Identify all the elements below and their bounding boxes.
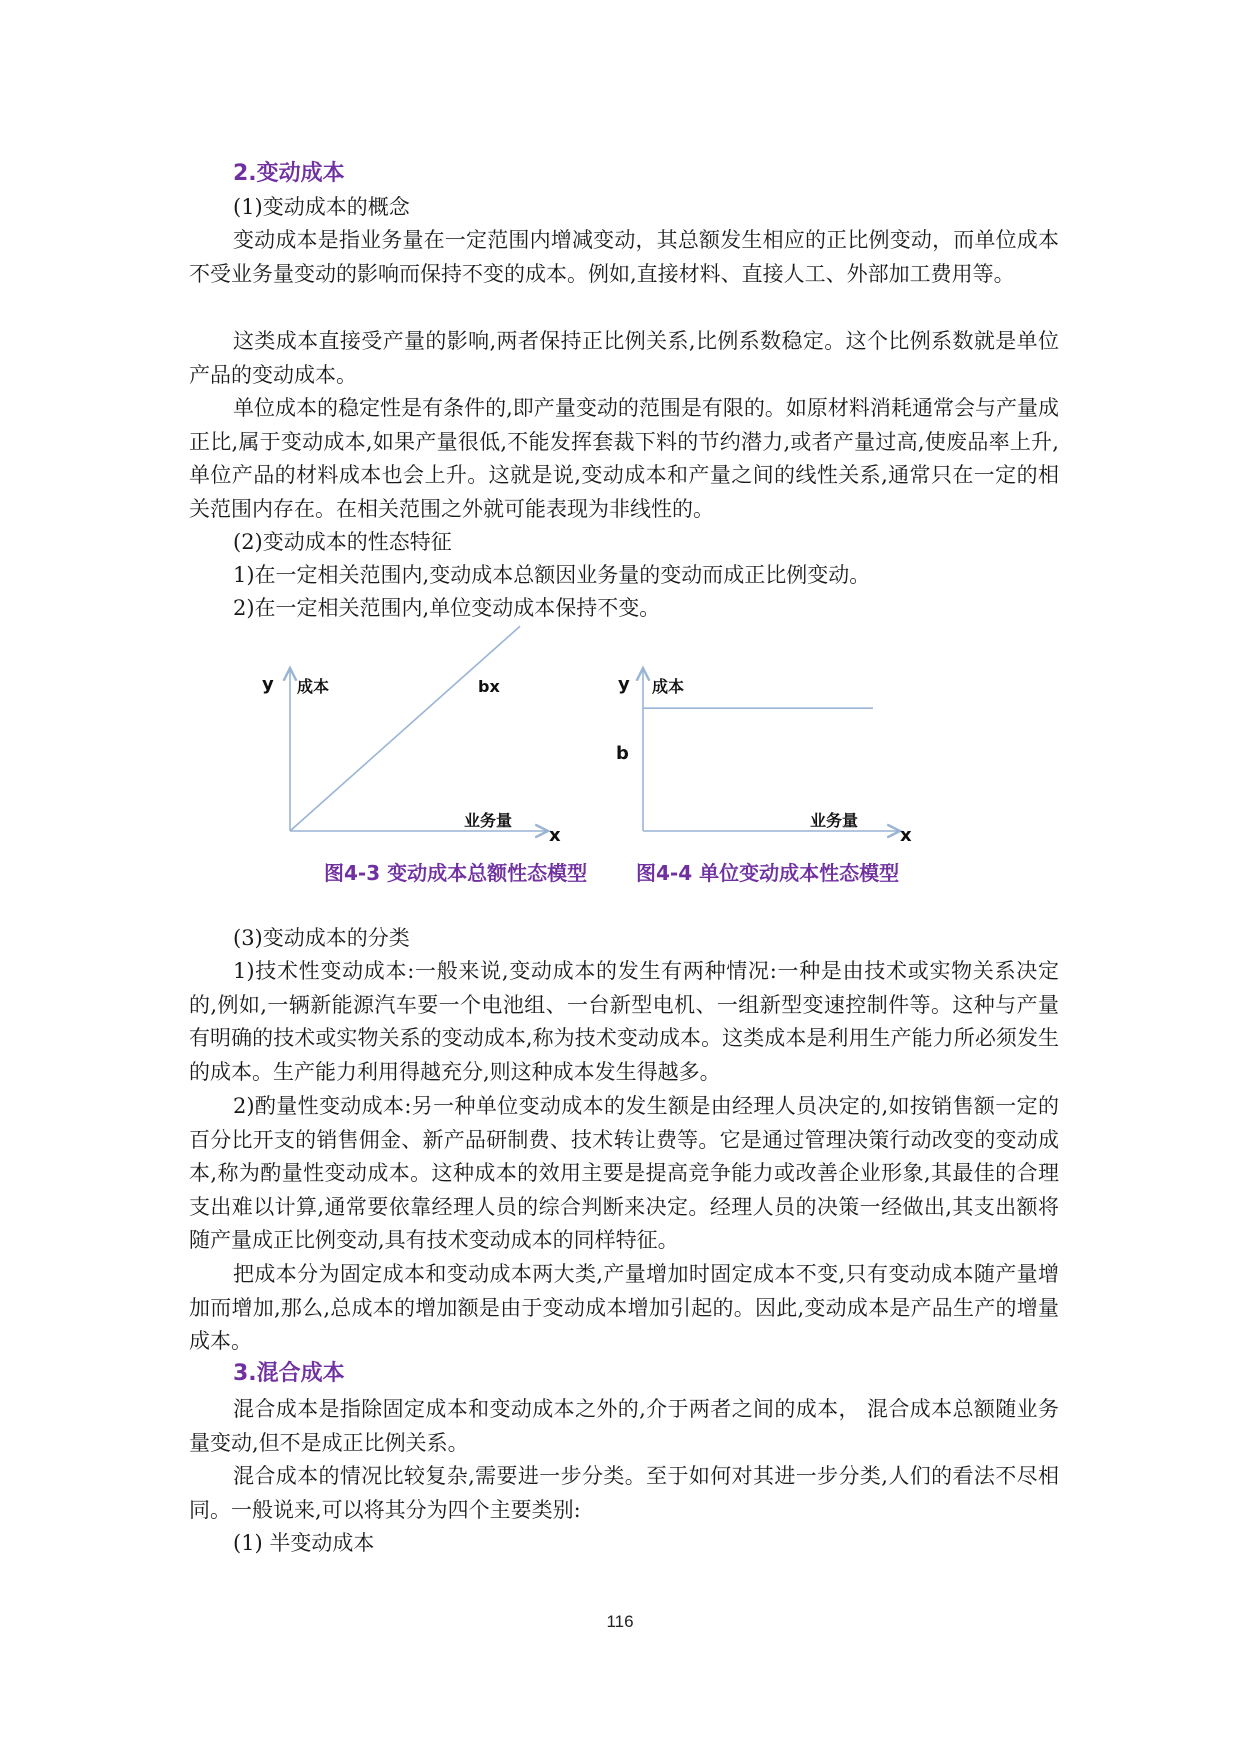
trait-item-2: 2)在一定相关范围内,单位变动成本保持不变。 <box>233 596 661 620</box>
fig1-series <box>290 626 520 831</box>
fig2-caption: 图4-4 单位变动成本性态模型 <box>636 861 900 885</box>
subsection-title-classification: (3)变动成本的分类 <box>233 926 410 950</box>
fig2-y-axis-letter: y <box>618 674 630 695</box>
section-heading-variable-cost: 2.变动成本 <box>233 161 345 186</box>
subsection-title-concept: (1)变动成本的概念 <box>233 195 410 219</box>
fig1-y-axis-label: 成本 <box>297 677 330 696</box>
paragraph-definition: 变动成本是指业务量在一定范围内增减变动，其总额发生相应的正比例变动，而单位成本不受业务量变动的影响而保持不变的成本。例如,直接材料、直接人工、外部加工费用等。 <box>189 228 1059 286</box>
trait-item-1: 1)在一定相关范围内,变动成本总额因业务量的变动而成正比例变动。 <box>233 563 871 587</box>
mixed-cost-item-1: (1) 半变动成本 <box>233 1531 375 1555</box>
fig2-level-label: b <box>616 743 629 764</box>
paragraph-mixed-categories: 混合成本的情况比较复杂,需要进一步分类。至于如何对其进一步分类,人们的看法不尽相同。一般说来,可以将其分为四个主要类别: <box>189 1464 1059 1522</box>
fig1-line-bx <box>290 626 520 831</box>
fig1-y-axis-letter: y <box>262 674 274 695</box>
fig1-x-axis-label: 业务量 <box>464 811 513 830</box>
page-number: 116 <box>606 1612 634 1631</box>
fig1-x-axis-letter: x <box>549 825 561 846</box>
fig2-x-axis-label: 业务量 <box>810 811 859 830</box>
section-heading-mixed-cost: 3.混合成本 <box>233 1361 345 1386</box>
fig2-x-axis-letter: x <box>900 825 912 846</box>
paragraph-proportional: 这类成本直接受产量的影响,两者保持正比例关系,比例系数稳定。这个比例系数就是单位产品的变动成本。 <box>189 329 1059 387</box>
fig2-y-axis-label: 成本 <box>652 677 685 696</box>
paragraph-summary: 把成本分为固定成本和变动成本两大类,产量增加时固定成本不变,只有变动成本随产量增加而增加,那么,总成本的增加额是由于变动成本增加引起的。因此,变动成本是产品生产的增量成本。 <box>189 1262 1059 1353</box>
paragraph-technical-variable-cost: 1)技术性变动成本:一般来说,变动成本的发生有两种情况:一种是由技术或实物关系决定的,例如,一辆新能源汽车要一个电池组、一台新型电机、一组新型变速控制件等。这种与产量有明确的技术或实物关系的变动成本,称为技术变动成本。这类成本是利用生产能力所必须发生的成本。生产能力利用得越充分,则这种成本发生得越多。 <box>189 959 1059 1084</box>
paragraph-stability: 单位成本的稳定性是有条件的,即产量变动的范围是有限的。如原材料消耗通常会与产量成正比,属于变动成本,如果产量很低,不能发挥套裁下料的节约潜力,或者产量过高,使废品率上升,单位产品的材料成本也会上升。这就是说,变动成本和产量之间的线性关系,通常只在一定的相关范围内存在。在相关范围之外就可能表现为非线性的。 <box>189 396 1059 521</box>
subsection-title-traits: (2)变动成本的性态特征 <box>233 530 452 554</box>
paragraph-discretionary-variable-cost: 2)酌量性变动成本:另一种单位变动成本的发生额是由经理人员决定的,如按销售额一定的百分比开支的销售佣金、新产品研制费、技术转让费等。它是通过管理决策行动改变的变动成本,称为酌量性变动成本。这种成本的效用主要是提高竞争能力或改善企业形象,其最佳的合理支出难以计算,通常要依靠经理人员的综合判断来决定。经理人员的决策一经做出,其支出额将随产量成正比例变动,具有技术变动成本的同样特征。 <box>189 1094 1059 1252</box>
fig1-caption: 图4-3 变动成本总额性态模型 <box>324 861 588 885</box>
fig1-line-label: bx <box>478 677 500 696</box>
paragraph-mixed-definition: 混合成本是指除固定成本和变动成本之外的,介于两者之间的成本， 混合成本总额随业务量变动,但不是成正比例关系。 <box>189 1397 1059 1455</box>
